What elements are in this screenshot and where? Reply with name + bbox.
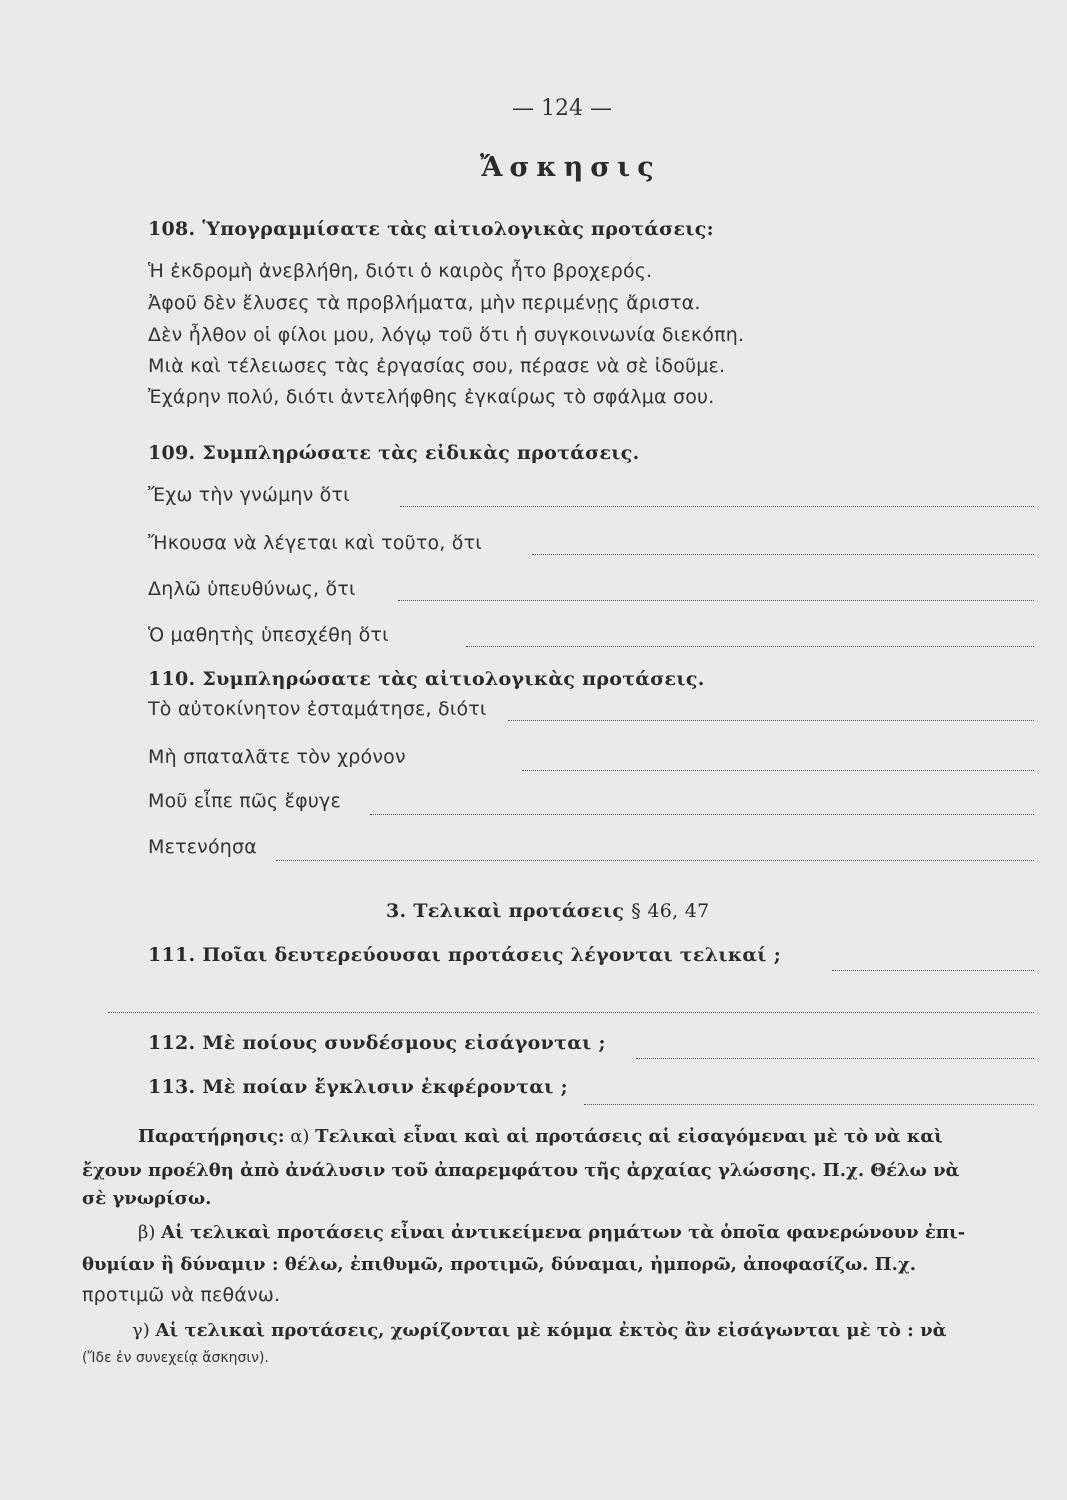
exercise-111-question [148,944,781,966]
exercise-113-question [148,1076,568,1098]
blank-line [532,554,1034,555]
note-text: Αἱ τελικαὶ προτάσεις, χωρίζονται μὲ κόμμα ἐκτὸς ἂν εἰσάγωνται μὲ τὸ : νὰ [155,1320,947,1341]
sentence: Δὲν ἦλθον οἱ φίλοι μου, λόγῳ τοῦ ὅτι ἡ συγκοινωνία διεκόπη. [148,324,745,346]
exercise-question: Μὲ ποίους συνδέσμους εἰσάγονται ; [202,1032,606,1054]
note-marker: α) [290,1126,310,1147]
exercise-number: 110. [148,668,196,690]
note-marker: β) [138,1222,156,1243]
exercise-109-heading [148,442,640,464]
section-title: 3. Τελικαὶ προτάσεις [386,900,625,922]
note-marker: γ) [132,1320,150,1341]
note-line [138,1222,965,1243]
note-label: Παρατήρησις: [138,1126,285,1147]
section-heading [386,900,710,922]
note-line: προτιμῶ νὰ πεθάνω. [82,1284,281,1306]
exercise-number: 109. [148,442,196,464]
note-line: (Ἴδε ἐν συνεχείᾳ ἄσκησιν). [82,1350,269,1366]
exercise-instruction: Ὑπογραμμίσατε τὰς αἰτιολογικὰς προτάσεις: [202,218,714,240]
fill-in-prompt: Ἔχω τὴν γνώμην ὅτι [148,484,350,506]
exercise-108-heading [148,218,714,240]
blank-line [108,1012,1034,1013]
sentence: Ἡ ἐκδρομὴ ἀνεβλήθη, διότι ὁ καιρὸς ἦτο βροχερός. [148,260,653,282]
fill-in-prompt: Μὴ σπαταλᾶτε τὸν χρόνον [148,746,406,768]
exercise-number: 112. [148,1032,196,1054]
exercise-instruction: Συμπληρώσατε τὰς αἰτιολογικὰς προτάσεις. [202,668,705,690]
blank-line [370,814,1034,815]
fill-in-prompt: Μετενόησα [148,836,258,858]
fill-in-prompt: Ὁ μαθητὴς ὑπεσχέθη ὅτι [148,624,389,646]
blank-line [508,720,1034,721]
exercise-number: 111. [148,944,196,966]
sentence: Ἀφοῦ δὲν ἔλυσες τὰ προβλήματα, μὴν περιμένῃς ἄριστα. [148,292,701,314]
section-ref: § 46, 47 [631,900,710,922]
note-text: θυμίαν ἢ δύναμιν : θέλω, ἐπιθυμῶ, προτιμῶ, δύναμαι, ἠμπορῶ, ἀποφασίζω. Π.χ. [82,1254,917,1275]
blank-line [400,506,1034,507]
blank-line [636,1058,1034,1059]
exercise-question: Μὲ ποίαν ἔγκλισιν ἐκφέρονται ; [202,1076,568,1098]
exercise-instruction: Συμπληρώσατε τὰς εἰδικὰς προτάσεις. [202,442,640,464]
blank-line [832,970,1034,971]
note-line [132,1320,946,1341]
exercise-number: 108. [148,218,196,240]
fill-in-prompt: Μοῦ εἶπε πῶς ἔφυγε [148,790,341,812]
blank-line [398,600,1034,601]
fill-in-prompt: Τὸ αὐτοκίνητον ἐσταμάτησε, διότι [148,698,487,720]
note-line: σὲ γνωρίσω. [82,1188,212,1209]
blank-line [276,860,1034,861]
exercise-number: 113. [148,1076,196,1098]
fill-in-prompt: Ἤκουσα νὰ λέγεται καὶ τοῦτο, ὅτι [148,532,482,554]
blank-line [466,646,1034,647]
exercise-112-question [148,1032,606,1054]
sentence: Μιὰ καὶ τέλειωσες τὰς ἐργασίας σου, πέρασε νὰ σὲ ἰδοῦμε. [148,355,726,377]
note-line: ἔχουν προέλθη ἀπὸ ἀνάλυσιν τοῦ ἀπαρεμφάτου τῆς ἀρχαίας γλώσσης. Π.χ. Θέλω νὰ [82,1160,960,1181]
page-number: — 124 — [512,96,612,121]
fill-in-prompt: Δηλῶ ὑπευθύνως, ὅτι [148,578,356,600]
note-text: Αἱ τελικαὶ προτάσεις εἶναι ἀντικείμενα ρημάτων τὰ ὁποῖα φανερώνουν ἐπι- [161,1222,966,1243]
note-text: Τελικαὶ εἶναι καὶ αἱ προτάσεις αἱ εἰσαγόμεναι μὲ τὸ νὰ καὶ [315,1126,943,1147]
sentence: Ἐχάρην πολύ, διότι ἀντελήφθης ἐγκαίρως τὸ σφάλμα σου. [148,386,715,408]
page-title: Ἄσκησις [480,152,661,183]
blank-line [584,1104,1034,1105]
exercise-110-heading [148,668,705,690]
blank-line [522,770,1034,771]
exercise-question: Ποῖαι δευτερεύουσαι προτάσεις λέγονται τελικαί ; [202,944,782,966]
note-line [138,1126,943,1147]
note-line [82,1254,916,1275]
